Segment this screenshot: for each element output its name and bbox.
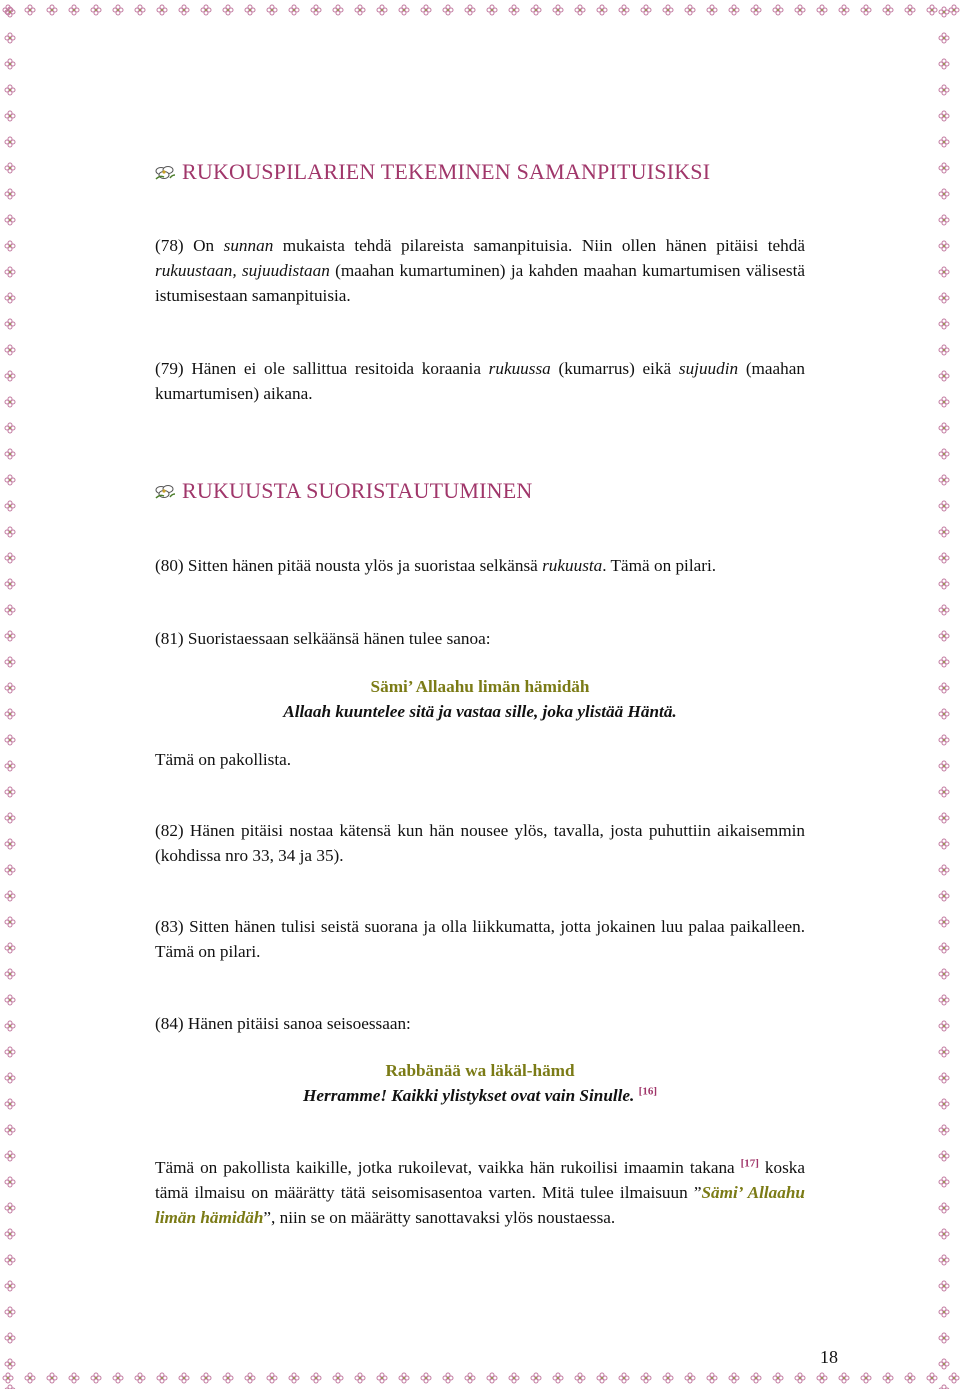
page-number: 18 [820,1347,838,1367]
paragraph-81: (81) Suoristaessaan selkäänsä hänen tulee sanoa: [155,629,491,648]
paragraph-81-note: Tämä on pakollista. [155,750,292,769]
paragraph-80: (80) Sitten hänen pitää nousta ylös ja suoristaa selkänsä rukuusta. Tämä on pilari. [155,556,717,575]
paragraph-82: (82) Hänen pitäisi nostaa kätensä kun hän nousee ylös, tavalla, josta puhuttiin aikaisemmin (kohdissa nro 33, 34 ja 35). [155,821,805,865]
footnote-ref[interactable]: [17] [740,1157,759,1170]
section-heading-text: RUKOUSPILARIEN TEKEMINEN SAMANPITUISIKSI [182,159,711,184]
section-heading [152,477,852,505]
section-heading-text: RUKUUSTA SUORISTAUTUMINEN [182,478,533,503]
dua-arabic: Rabbänää wa läkäl-hämd [385,1061,575,1080]
paragraph-83: (83) Sitten hänen tulisi seistä suorana ja olla liikkumatta, jotta jokainen luu palaa paikalleen. Tämä on pilari. [155,917,805,961]
paragraph-78: (78) On sunnan mukaista tehdä pilareista samanpituisia. Niin ollen hänen pitäisi tehdä rukuustaan, sujuudistaan (maahan kumartuminen) ja kahden maahan kumartumisen välisestä istumisestaan samanpituisia. [155,236,805,305]
paragraph-85: Tämä on pakollista kaikille, jotka rukoilevat, vaikka hän rukoilisi imaamin takana [17] koska tämä ilmaisu on määrätty tätä seisomisasentoa varten. Mitä tulee ilmaisuun ”Sämi’ Allaahu limän hämidäh”, niin se on määrätty sanottavaksi ylös noustaessa. [155,1157,805,1227]
dua-translation: Allaah kuuntelee sitä ja vastaa sille, joka ylistää Häntä. [283,702,677,721]
section-heading [152,158,852,186]
dua-translation: Herramme! Kaikki ylistykset ovat vain Sinulle. [16] [303,1085,657,1105]
paragraph-79: (79) Hänen ei ole sallittua resitoida koraania rukuussa (kumarrus) eikä sujuudin (maahan kumartumisen) aikana. [155,359,805,403]
footnote-ref[interactable]: [16] [638,1085,657,1098]
paragraph-84: (84) Hänen pitäisi sanoa seisoessaan: [155,1014,411,1033]
dua-arabic: Sämi’ Allaahu limän hämidäh [370,677,590,696]
flower-icon [152,162,178,182]
flower-icon [152,481,178,501]
